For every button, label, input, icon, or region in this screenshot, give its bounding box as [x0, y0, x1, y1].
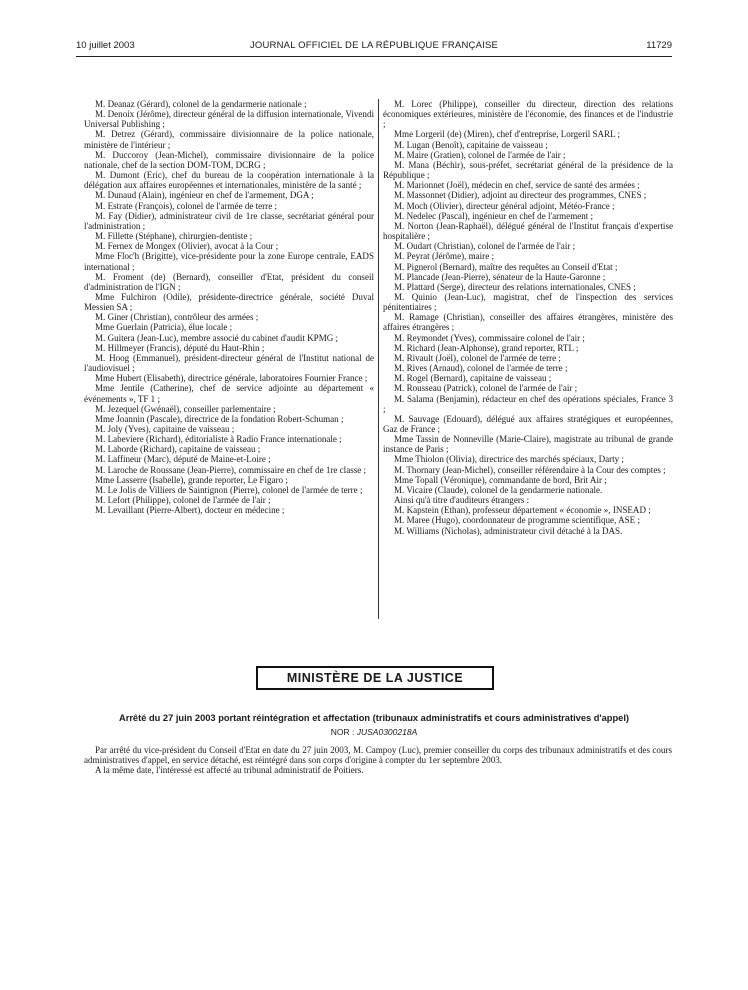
header-page-number: 11729 [646, 40, 672, 51]
list-entry: M. Salama (Benjamin), rédacteur en chef des opérations spéciales, France 3 ; [383, 393, 673, 414]
list-entry: M. Rousseau (Patrick), colonel de l'armée de l'air ; [394, 383, 578, 394]
arrete-body [84, 745, 672, 776]
header-date: 10 juillet 2003 [76, 40, 135, 51]
list-entry: M. Moch (Olivier), directeur général adjoint, Météo-France ; [394, 200, 615, 211]
list-entry: M. Rivault (Joël), colonel de l'armée de terre ; [394, 352, 561, 363]
list-entry: Mme Hubert (Elisabeth), directrice générale, laboratoires Fournier France ; [95, 373, 368, 384]
list-entry: M. Reymondet (Yves), commissaire colonel de l'air ; [394, 332, 585, 343]
list-entry: M. Froment (de) (Bernard), conseiller d'Etat, président du conseil d'administration de l'IGN ; [84, 271, 374, 292]
list-entry: M. Fernex de Mongex (Olivier), avocat à la Cour ; [95, 241, 279, 252]
list-entry: M. Maree (Hugo), coordonnateur de programme scientifique, ASE ; [394, 515, 640, 526]
list-entry: M. Peyrat (Jérôme), maire ; [394, 251, 494, 262]
list-entry: M. Denoix (Jérôme), directeur général de la diffusion internationale, Vivendi Universal Publishing ; [84, 109, 374, 130]
list-entry: M. Pignerol (Bernard), maître des requêtes au Conseil d'Etat ; [394, 261, 618, 272]
list-entry: Mme Jentile (Catherine), chef de service adjointe au département « événements », TF 1 ; [84, 383, 374, 404]
list-entry: M. Sauvage (Edouard), délégué aux affaires stratégiques et européennes, Gaz de France ; [383, 413, 673, 434]
list-entry: M. Laborde (Richard), capitaine de vaisseau ; [95, 444, 261, 455]
list-entry: M. Fay (Didier), administrateur civil de 1re classe, secrétariat général pour l'administration ; [84, 210, 374, 231]
list-entry: M. Lefort (Philippe), colonel de l'armée de l'air ; [95, 495, 271, 506]
list-entry: M. Norton (Jean-Raphaël), délégué général de l'Institut français d'expertise hospitalière ; [383, 220, 673, 242]
list-entry: Mme Tassin de Nonneville (Marie-Claire), magistrate au tribunal de grande instance de Paris ; [383, 434, 673, 455]
list-entry: M. Quinio (Jean-Luc), magistrat, chef de l'inspection des services pénitentiaires ; [383, 291, 673, 313]
list-entry: M. Dumont (Eric), chef du bureau de la coopération internationale à la délégation aux affaires européennes et internationales, ministère de la santé ; [84, 170, 374, 191]
list-entry: M. Deanaz (Gérard), colonel de la gendarmerie nationale ; [95, 99, 307, 109]
list-entry: M. Marionnet (Joël), médecin en chef, service de santé des armées ; [394, 180, 640, 191]
list-entry: A la même date, l'intéressé est affecté au tribunal administratif de Poitiers. [95, 765, 364, 776]
list-entry: M. Plattard (Serge), directeur des relations internationales, CNES ; [394, 281, 636, 292]
list-entry: M. Laroche de Roussane (Jean-Pierre), commissaire en chef de 1re classe ; [95, 464, 367, 475]
list-entry: Mme Lasserre (Isabelle), grande reporter, Le Figaro ; [95, 474, 288, 485]
list-entry: M. Maire (Gratien), colonel de l'armée de l'air ; [394, 149, 566, 160]
list-entry: M. Oudart (Christian), colonel de l'armée de l'air ; [394, 241, 576, 252]
list-entry: M. Giner (Christian), contrôleur des armées ; [95, 312, 259, 323]
list-entry: M. Richard (Jean-Alphonse), grand reporter, RTL ; [394, 342, 579, 353]
column-divider [378, 99, 379, 619]
list-entry: M. Thornary (Jean-Michel), conseiller référendaire à la Cour des comptes ; [394, 464, 666, 475]
list-entry: Mme Topall (Véronique), commandante de bord, Brit Air ; [394, 474, 607, 485]
list-entry: M. Massonnet (Didier), adjoint au directeur des programmes, CNES ; [394, 190, 647, 201]
list-entry: M. Rogel (Bernard), capitaine de vaisseau ; [394, 373, 552, 384]
list-entry: M. Plancade (Jean-Pierre), sénateur de la Haute-Garonne ; [394, 271, 606, 282]
header-journal-title: JOURNAL OFFICIEL DE LA RÉPUBLIQUE FRANÇAISE [249, 40, 499, 51]
list-entry: M. Le Jolis de Villiers de Saintignon (Pierre), colonel de l'armée de terre ; [95, 484, 363, 495]
list-entry: Par arrêté du vice-président du Conseil d'Etat en date du 27 juin 2003, M. Campoy (Luc), premier conseiller du corps des tribunaux administratifs et des cours administratives d'appel, en service détaché, est réintégré dans son corps d'origine à compter du 1er septembre 2003. [84, 745, 672, 766]
list-entry: M. Detrez (Gérard), commissaire divisionnaire de la police nationale, ministère de l'intérieur ; [84, 129, 374, 150]
list-entry: Mme Fulchiron (Odile), présidente-directrice générale, société Duval Messien SA ; [84, 291, 374, 313]
list-entry: M. Lorec (Philippe), conseiller du directeur, direction des relations économiques extérieures, ministère de l'économie, des finances et de l'industrie ; [383, 99, 673, 130]
list-entry: M. Dunaud (Alain), ingénieur en chef de l'armement, DGA ; [95, 190, 314, 201]
list-entry: Ainsi qu'à titre d'auditeurs étrangers : [394, 495, 530, 506]
list-entry: M. Fillette (Stéphane), chirurgien-dentiste ; [95, 231, 253, 242]
list-entry: M. Hoog (Emmanuel), président-directeur général de l'Institut national de l'audiovisuel ; [84, 352, 374, 374]
arrete-title: Arrêté du 27 juin 2003 portant réintégration et affectation (tribunaux administratifs et cours administratives d'appel) [118, 713, 630, 723]
nor-reference [76, 727, 672, 737]
list-entry: Mme Thiolon (Olivia), directrice des marchés spéciaux, Darty ; [394, 454, 624, 465]
list-entry: M. Vicaire (Claude), colonel de la gendarmerie nationale. [394, 484, 603, 495]
list-entry: M. Ramage (Christian), conseiller des affaires étrangères, ministère des affaires étrangères ; [383, 312, 673, 333]
list-entry: M. Lugan (Benoît), capitaine de vaisseau ; [394, 139, 548, 150]
list-entry: M. Joly (Yves), capitaine de vaisseau ; [95, 424, 235, 434]
list-entry: Mme Lorgeril (de) (Miren), chef d'entreprise, Lorgeril SARL ; [394, 129, 621, 140]
nor-code: JUSA0300218A [356, 727, 418, 737]
left-column [84, 99, 374, 515]
nor-label: NOR : [330, 727, 355, 737]
list-entry: M. Mana (Béchir), sous-préfet, secrétariat général de la présidence de la République ; [383, 159, 673, 181]
list-entry: M. Duccoroy (Jean-Michel), commissaire divisionnaire de la police nationale, chef de la section DOM-TOM, DCRG ; [84, 149, 374, 170]
page-header [76, 40, 672, 54]
list-entry: M. Williams (Nicholas), administrateur civil détaché à la DAS. [394, 525, 623, 536]
list-entry: M. Hillmeyer (Francis), député du Haut-Rhin ; [95, 342, 265, 353]
ministry-heading: MINISTÈRE DE LA JUSTICE [256, 666, 494, 690]
list-entry: M. Guitera (Jean-Luc), membre associé du cabinet d'audit KPMG ; [95, 332, 339, 343]
header-rule [76, 56, 672, 57]
list-entry: M. Laffineur (Marc), député de Maine-et-Loire ; [95, 454, 271, 465]
list-entry: M. Labeviere (Richard), éditorialiste à Radio France internationale ; [95, 434, 342, 445]
list-entry: M. Kapstein (Ethan), professeur département « économie », INSEAD ; [394, 505, 651, 516]
list-entry: M. Nedelec (Pascal), ingénieur en chef de l'armement ; [394, 210, 594, 221]
right-column [383, 99, 673, 536]
list-entry: M. Estrate (François), colonel de l'armée de terre ; [95, 200, 277, 211]
list-entry: Mme Joannin (Pascale), directrice de la fondation Robert-Schuman ; [95, 413, 344, 424]
list-entry: Mme Guerlain (Patricia), élue locale ; [95, 322, 233, 333]
list-entry: M. Rives (Arnaud), colonel de l'armée de terre ; [394, 363, 568, 374]
list-entry: M. Jezequel (Gwénaël), conseiller parlementaire ; [95, 403, 276, 414]
list-entry: Mme Floc'h (Brigitte), vice-présidente pour la zone Europe centrale, EADS international ; [84, 251, 374, 272]
list-entry: M. Levaillant (Pierre-Albert), docteur en médecine ; [95, 505, 285, 516]
